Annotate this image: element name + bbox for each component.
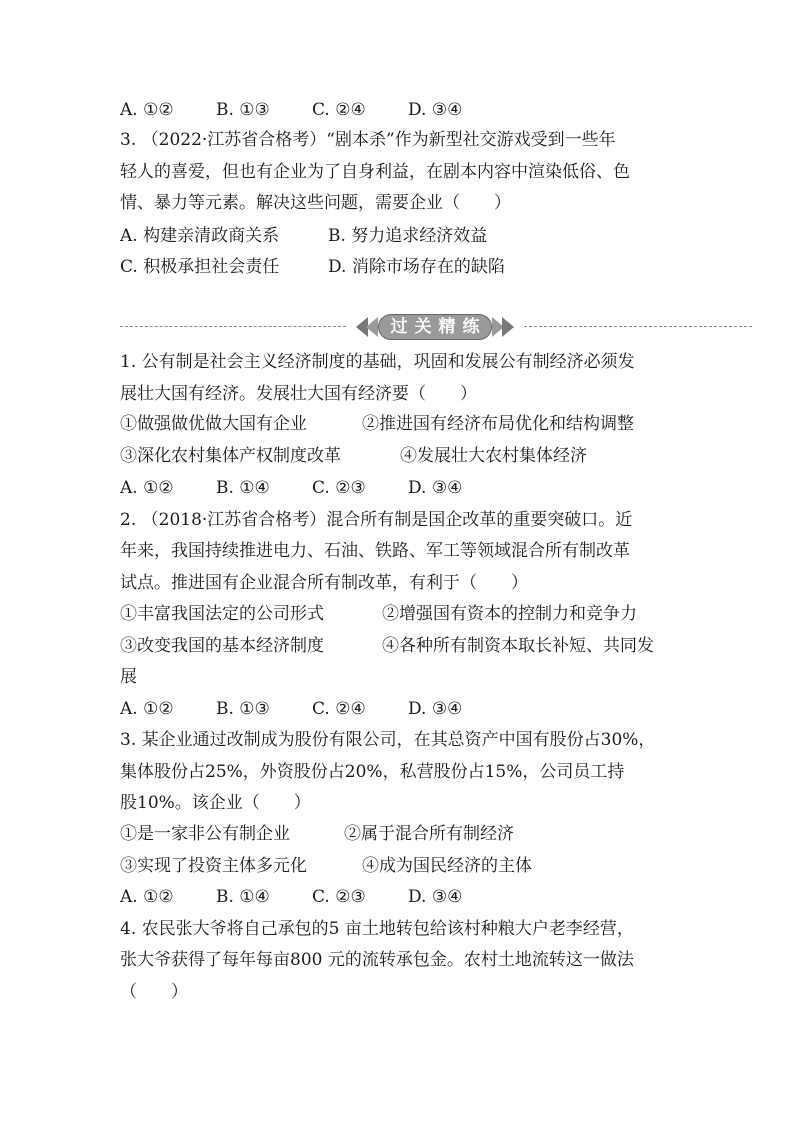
option-a: A. ①② [120,699,174,719]
option-c: C. 积极承担社会责任 [120,257,280,277]
option-b: B. ①③ [216,100,270,120]
statement-item: ②增强国有资本的控制力和竞争力 [382,604,637,624]
question-options-row [120,257,505,277]
option-c: C. ②③ [312,478,366,498]
statement-item: ④成为国民经济的主体 [362,856,532,876]
option-d: D. ③④ [408,887,463,907]
question-text-line: 3. （2022·江苏省合格考）“剧本杀”作为新型社交游戏受到一些年 [120,130,616,150]
statement-item: ③改变我国的基本经济制度 [120,636,324,656]
section-divider [120,314,752,340]
statement-row [120,446,587,466]
statement-row [120,856,532,876]
question-text-line: 股10%。该企业（ ） [120,793,311,813]
section-banner [352,314,518,340]
question-text-line: 4. 农民张大爷将自己承包的5 亩土地转包给该村种粮大户老李经营， [120,919,634,939]
statement-item: ①做强做优做大国有企业 [120,414,307,434]
statement-item: ②属于混合所有制经济 [344,824,514,844]
chevron-left-icon [366,317,378,337]
option-c: C. ②④ [312,699,366,719]
question-text-line: 集体股份占25%，外资股份占20%，私营股份占15%，公司员工持 [120,762,625,782]
option-a: A. ①② [120,100,174,120]
option-c: C. ②④ [312,100,366,120]
question-options-row [120,887,462,907]
divider-line-left [120,326,346,327]
question-options-row [120,226,487,246]
question-text-line: 2. （2018·江苏省合格考）混合所有制是国企改革的重要突破口。近 [120,510,633,530]
question-text-line: 展壮大国有经济。发展壮大国有经济要（ ） [120,384,477,404]
option-d: D. ③④ [408,100,463,120]
statement-row [120,824,514,844]
question-text-line: 张大爷获得了每年每亩800 元的流转承包金。农村土地流转这一做法 [120,950,634,970]
previous-question-options [120,100,462,120]
question-options-row [120,478,462,498]
statement-row [120,636,654,656]
option-b: B. ①③ [216,699,270,719]
option-d: D. ③④ [408,478,463,498]
option-a: A. ①② [120,887,174,907]
question-text-line: 1. 公有制是社会主义经济制度的基础，巩固和发展公有制经济必须发 [120,352,635,372]
question-text-line: 年来，我国持续推进电力、石油、铁路、军工等领域混合所有制改革 [120,541,630,561]
option-a: A. 构建亲清政商关系 [120,226,280,246]
statement-row [120,414,634,434]
question-text-line: 试点。推进国有企业混合所有制改革，有利于（ ） [120,573,528,593]
question-text-line: 情、暴力等元素。解决这些问题，需要企业（ ） [120,193,511,213]
option-d: D. ③④ [408,699,463,719]
statement-item: ②推进国有经济布局优化和结构调整 [362,414,634,434]
option-d: D. 消除市场存在的缺陷 [328,257,505,277]
option-b: B. ①④ [216,478,270,498]
statement-item: ①丰富我国法定的公司形式 [120,604,324,624]
option-b: B. 努力追求经济效益 [328,226,488,246]
statement-item: ①是一家非公有制企业 [120,824,290,844]
option-b: B. ①④ [216,887,270,907]
option-a: A. ①② [120,478,174,498]
statement-item: ③深化农村集体产权制度改革 [120,446,341,466]
statement-item: ④发展壮大农村集体经济 [400,446,587,466]
statement-item: ③实现了投资主体多元化 [120,856,307,876]
statement-continuation: 展 [120,667,137,687]
statement-item: ④各种所有制资本取长补短、共同发 [382,636,654,656]
section-title: 过关精练 [390,317,487,337]
question-text-line: （ ） [120,982,188,1002]
option-c: C. ②③ [312,887,366,907]
divider-line-right [524,326,752,327]
chevron-right-icon [502,317,514,337]
question-text-line: 3. 某企业通过改制成为股份有限公司，在其总资产中国有股份占30%， [120,730,656,750]
statement-row [120,604,637,624]
question-options-row [120,699,462,719]
question-text-line: 轻人的喜爱，但也有企业为了自身利益，在剧本内容中渲染低俗、色 [120,162,630,182]
